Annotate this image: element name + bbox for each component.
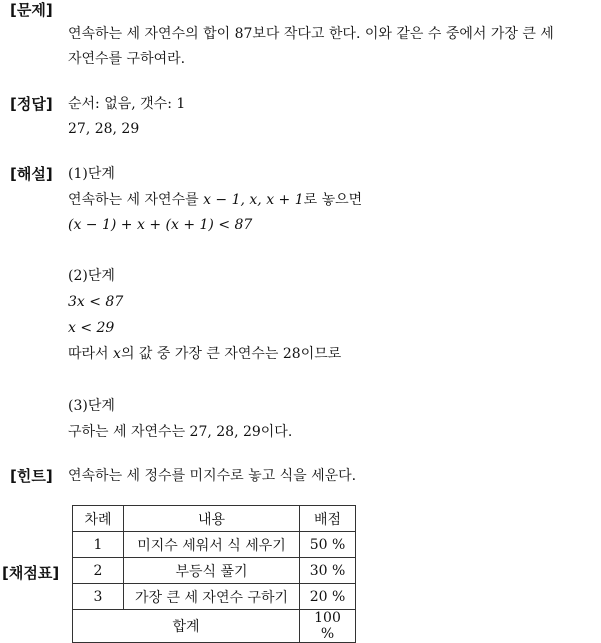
step3-title: (3)단계 bbox=[68, 398, 115, 414]
rubric-header-content: 내용 bbox=[124, 506, 300, 532]
problem-label: [문제] bbox=[10, 1, 53, 19]
step2-equation-2: x < 29 bbox=[68, 320, 115, 336]
rubric-header-order: 차례 bbox=[73, 506, 124, 532]
rubric-cell-order: 1 bbox=[73, 532, 124, 558]
rubric-cell-order: 2 bbox=[73, 558, 124, 584]
rubric-total-value: 100 % bbox=[300, 610, 356, 643]
step2-title: (2)단계 bbox=[68, 268, 115, 284]
rubric-cell-points: 20 % bbox=[300, 584, 356, 610]
rubric-cell-content: 미지수 세워서 식 세우기 bbox=[124, 532, 300, 558]
solution-label: [해설] bbox=[10, 165, 53, 183]
rubric-cell-points: 30 % bbox=[300, 558, 356, 584]
answer-line-2: 27, 28, 29 bbox=[68, 121, 140, 137]
rubric-cell-order: 3 bbox=[73, 584, 124, 610]
step1-text bbox=[68, 190, 362, 210]
step1-text-a: 연속하는 세 자연수를 bbox=[68, 192, 204, 208]
table-row bbox=[73, 532, 356, 558]
problem-line-1: 연속하는 세 자연수의 합이 87보다 작다고 한다. 이와 같은 수 중에서 가장 큰 세 bbox=[68, 26, 554, 42]
step2-equation-1: 3x < 87 bbox=[68, 294, 124, 310]
hint-text: 연속하는 세 정수를 미지수로 놓고 식을 세운다. bbox=[68, 468, 357, 484]
step1-text-b: 로 놓으면 bbox=[303, 192, 363, 208]
hint-label: [힌트] bbox=[10, 467, 53, 485]
rubric-cell-content: 가장 큰 세 자연수 구하기 bbox=[124, 584, 300, 610]
step2-var: x bbox=[113, 346, 121, 362]
table-row bbox=[73, 584, 356, 610]
step1-title: (1)단계 bbox=[68, 166, 115, 182]
step1-math: x − 1, x, x + 1 bbox=[203, 192, 304, 208]
rubric-header-points: 배점 bbox=[300, 506, 356, 532]
step2-text-b: 의 값 중 가장 큰 자연수는 28이므로 bbox=[120, 346, 342, 362]
answer-label: [정답] bbox=[10, 95, 53, 113]
step2-text-a: 따라서 bbox=[68, 346, 114, 362]
problem-line-2: 자연수를 구하여라. bbox=[68, 51, 186, 67]
step1-equation: (x − 1) + x + (x + 1) < 87 bbox=[68, 217, 253, 233]
rubric-label: [채점표] bbox=[2, 564, 60, 582]
step2-text bbox=[68, 344, 341, 364]
rubric-cell-content: 부등식 풀기 bbox=[124, 558, 300, 584]
step3-text: 구하는 세 자연수는 27, 28, 29이다. bbox=[68, 424, 293, 440]
rubric-header-row bbox=[73, 506, 356, 532]
table-row bbox=[73, 558, 356, 584]
rubric-table bbox=[72, 505, 356, 643]
rubric-cell-points: 50 % bbox=[300, 532, 356, 558]
rubric-total-label: 합계 bbox=[73, 610, 300, 643]
answer-line-1: 순서: 없음, 갯수: 1 bbox=[68, 96, 186, 112]
